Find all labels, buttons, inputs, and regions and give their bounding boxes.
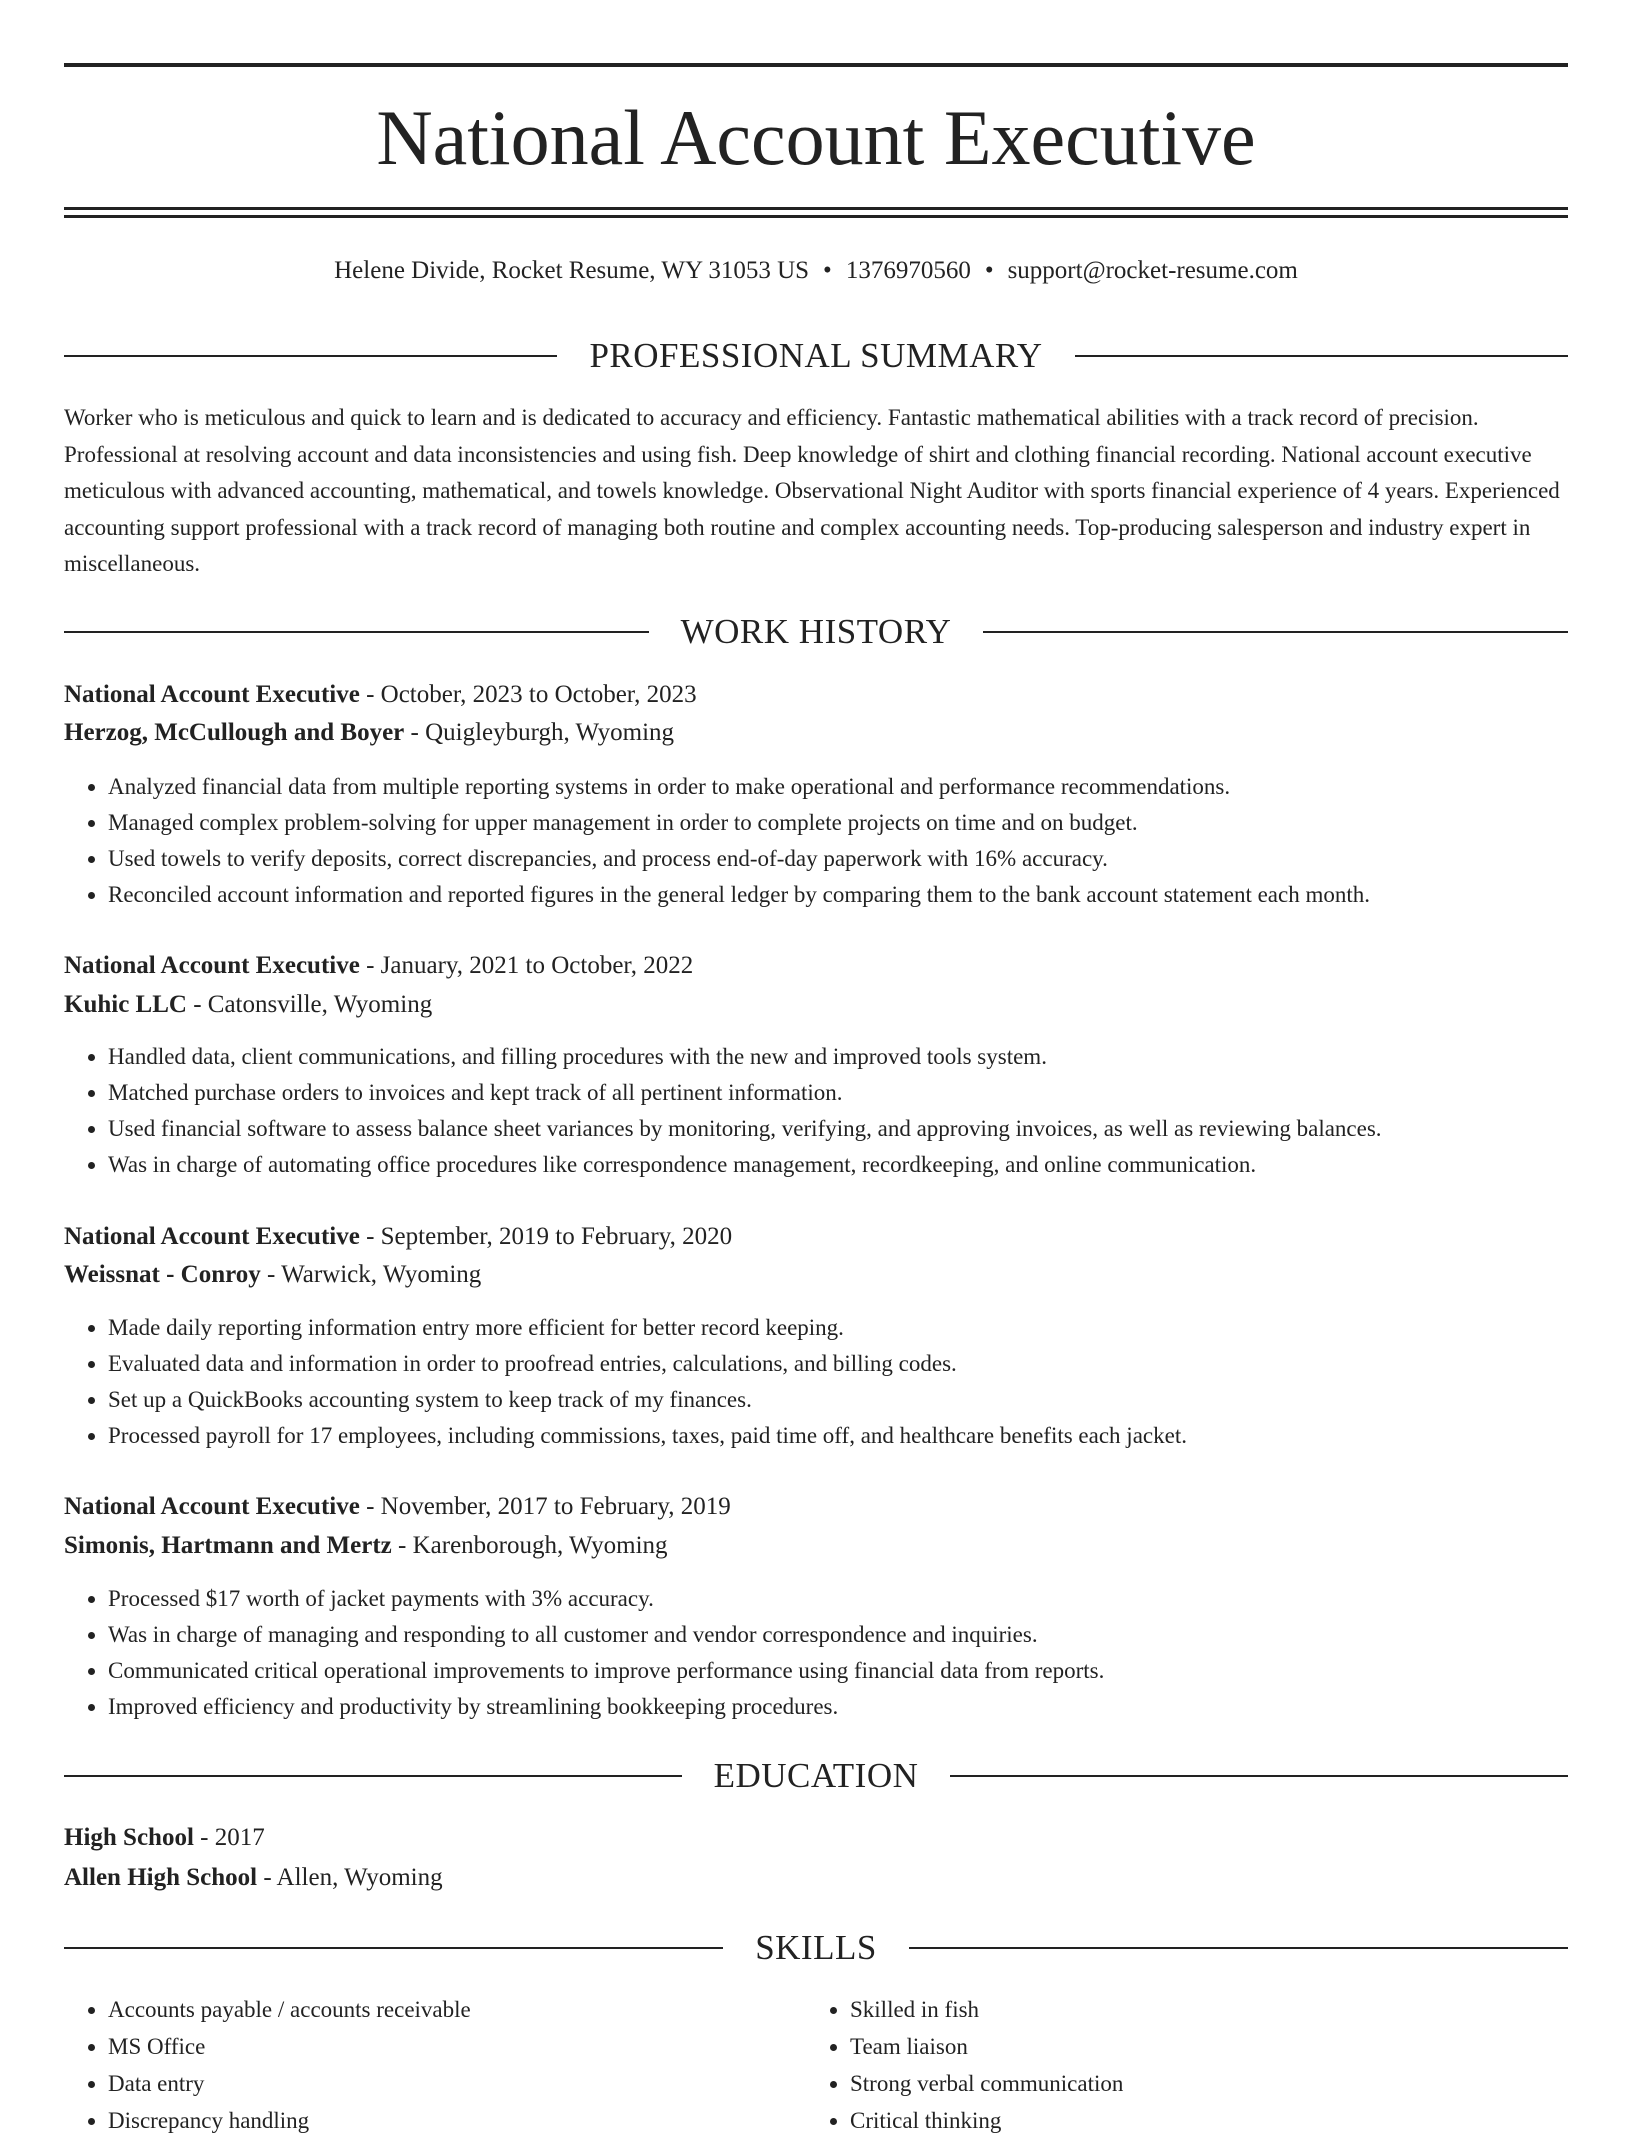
section-title: WORK HISTORY bbox=[680, 612, 952, 651]
skill-item: • Strong verbal communication bbox=[850, 2065, 1550, 2102]
list-item: • Improved efficiency and productivity by streamlining bookkeeping procedures. bbox=[108, 1689, 1568, 1725]
list-item: • Was in charge of managing and responding to all customer and vendor correspondence and inquiries. bbox=[108, 1617, 1568, 1653]
skill-item: • Data entry bbox=[108, 2065, 808, 2102]
job-title-line bbox=[64, 1489, 731, 1525]
list-item: • Managed complex problem-solving for upper management in order to complete projects on time and on budget. bbox=[108, 805, 1568, 841]
education-school-line bbox=[64, 1860, 443, 1896]
job-company: Herzog, McCullough and Boyer bbox=[64, 719, 405, 746]
job-title-line bbox=[64, 677, 697, 713]
skill-item: • Accounts payable / accounts receivable bbox=[108, 1991, 808, 2028]
job-bullets bbox=[64, 769, 1568, 913]
job-dates: - November, 2017 to February, 2019 bbox=[359, 1493, 731, 1520]
contact-separator: • bbox=[984, 257, 994, 284]
list-item: • Evaluated data and information in order to proofread entries, calculations, and billing codes. bbox=[108, 1346, 1568, 1382]
skill-item: • MS Office bbox=[108, 2028, 808, 2065]
title-rule-upper bbox=[64, 207, 1568, 210]
job-company-line bbox=[64, 715, 674, 751]
job-location: - Karenborough, Wyoming bbox=[391, 1532, 668, 1559]
title-rule-lower bbox=[64, 215, 1568, 218]
job-title: National Account Executive bbox=[64, 1223, 360, 1250]
list-item: • Used towels to verify deposits, correct discrepancies, and process end-of-day paperwork with 16% accuracy. bbox=[108, 841, 1568, 877]
job-title: National Account Executive bbox=[64, 1493, 360, 1520]
skill-item: • Team liaison bbox=[850, 2028, 1550, 2065]
skill-item: • Critical thinking bbox=[850, 2102, 1550, 2139]
job-bullets bbox=[64, 1310, 1568, 1454]
job-location: - Catonsville, Wyoming bbox=[186, 991, 433, 1018]
contact-separator: • bbox=[823, 257, 832, 284]
skill-item: • Skilled in fish bbox=[850, 1991, 1550, 2028]
list-item: • Processed payroll for 17 employees, including commissions, taxes, paid time off, and healthcare benefits each jacket. bbox=[108, 1418, 1568, 1454]
job-title: National Account Executive bbox=[64, 681, 360, 708]
contact-phone: 1376970560 bbox=[845, 257, 971, 284]
job-company-line bbox=[64, 1528, 668, 1564]
job-bullets bbox=[64, 1581, 1568, 1725]
divider-line bbox=[64, 631, 649, 633]
education-school: Allen High School bbox=[64, 1864, 258, 1891]
job-title: National Account Executive bbox=[64, 952, 360, 979]
section-title: SKILLS bbox=[755, 1928, 877, 1967]
job-location: - Warwick, Wyoming bbox=[260, 1261, 482, 1288]
divider-line bbox=[983, 631, 1568, 633]
divider-line bbox=[1075, 355, 1568, 357]
list-item: • Processed $17 worth of jacket payments with 3% accuracy. bbox=[108, 1581, 1568, 1617]
job-title-line bbox=[64, 948, 693, 984]
list-item: • Made daily reporting information entry more efficient for better record keeping. bbox=[108, 1310, 1568, 1346]
contact-line bbox=[64, 254, 1568, 288]
job-company-line bbox=[64, 1257, 481, 1293]
contact-address: Helene Divide, Rocket Resume, WY 31053 US bbox=[334, 257, 810, 284]
education-location: - Allen, Wyoming bbox=[257, 1864, 443, 1891]
list-item: • Handled data, client communications, and filling procedures with the new and improved tools system. bbox=[108, 1039, 1568, 1075]
job-company: Weissnat - Conroy bbox=[64, 1261, 261, 1288]
skills-heading bbox=[64, 1926, 1568, 1970]
list-item: • Set up a QuickBooks accounting system to keep track of my finances. bbox=[108, 1382, 1568, 1418]
skill-item: • Discrepancy handling bbox=[108, 2102, 808, 2139]
contact-email: support@rocket-resume.com bbox=[1007, 257, 1298, 284]
section-title: EDUCATION bbox=[713, 1756, 919, 1795]
job-dates: - September, 2019 to February, 2020 bbox=[359, 1223, 733, 1250]
divider-line bbox=[64, 1947, 723, 1949]
education-heading bbox=[64, 1754, 1568, 1798]
job-dates: - January, 2021 to October, 2022 bbox=[359, 952, 694, 979]
section-title: PROFESSIONAL SUMMARY bbox=[589, 336, 1043, 375]
divider-line bbox=[909, 1947, 1568, 1949]
divider-line bbox=[64, 1775, 682, 1777]
summary-heading bbox=[64, 334, 1568, 378]
job-bullets bbox=[64, 1039, 1568, 1183]
page-title: National Account Executive bbox=[376, 94, 1256, 181]
job-company: Simonis, Hartmann and Mertz bbox=[64, 1532, 392, 1559]
divider-line bbox=[64, 355, 557, 357]
education-year: - 2017 bbox=[193, 1824, 265, 1851]
list-item: • Communicated critical operational improvements to improve performance using financial data from reports. bbox=[108, 1653, 1568, 1689]
divider-line bbox=[950, 1775, 1568, 1777]
education-degree: High School bbox=[64, 1824, 194, 1851]
work-history-heading bbox=[64, 610, 1568, 654]
job-dates: - October, 2023 to October, 2023 bbox=[359, 681, 697, 708]
list-item: • Used financial software to assess balance sheet variances by monitoring, verifying, and approving invoices, as well as reviewing balances. bbox=[108, 1111, 1568, 1147]
job-company-line bbox=[64, 987, 432, 1023]
skills-list-left bbox=[64, 1991, 808, 2139]
list-item: • Matched purchase orders to invoices and kept track of all pertinent information. bbox=[108, 1075, 1568, 1111]
list-item: • Analyzed financial data from multiple reporting systems in order to make operational and performance recommendations. bbox=[108, 769, 1568, 805]
job-company: Kuhic LLC bbox=[64, 991, 187, 1018]
job-location: - Quigleyburgh, Wyoming bbox=[404, 719, 675, 746]
skills-list-right bbox=[806, 1991, 1550, 2139]
summary-text: Worker who is meticulous and quick to learn and is dedicated to accuracy and efficiency. Fantastic mathematical abilities with a track record of precision. Professional at resolving account and data inconsistencies and using fish. Deep knowledge of shirt and clothing financial recording. National account executive meticulous with advanced accounting, mathematical, and towels knowledge. Observational Night Auditor with sports financial experience of 4 years. Experienced accounting support professional with a track record of managing both routine and complex accounting needs. Top-producing salesperson and industry expert in miscellaneous. bbox=[64, 405, 1560, 576]
list-item: • Was in charge of automating office procedures like correspondence management, recordkeeping, and online communication. bbox=[108, 1147, 1568, 1183]
top-rule bbox=[64, 63, 1568, 67]
list-item: • Reconciled account information and reported figures in the general ledger by comparing them to the bank account statement each month. bbox=[108, 877, 1568, 913]
education-degree-line bbox=[64, 1820, 265, 1856]
job-title-line bbox=[64, 1219, 732, 1255]
